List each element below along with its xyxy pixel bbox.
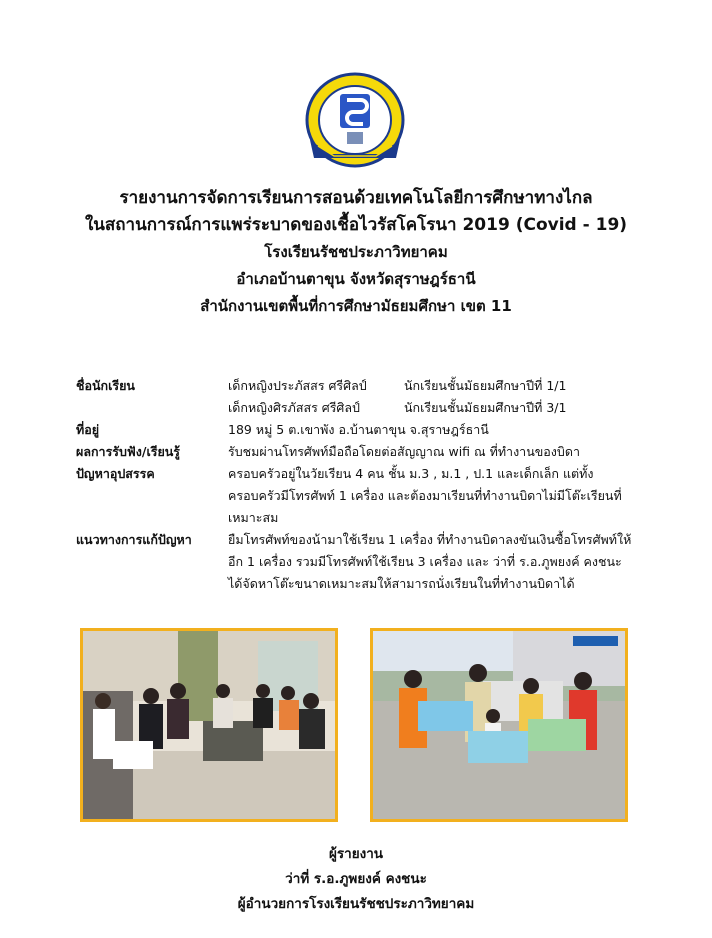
signature-block bbox=[0, 842, 712, 917]
school-logo bbox=[300, 70, 410, 170]
reporter-name: ว่าที่ ร.อ.ภูพยงค์ คงชนะ bbox=[285, 871, 427, 887]
photo-outdoor-group bbox=[370, 628, 628, 822]
address-label: ที่อยู่ bbox=[76, 422, 100, 437]
solution-line: ได้จัดหาโต๊ะขนาดเหมาะสมให้สามารถนั่งเรียนในที่ทำงานบิดาได้ bbox=[228, 576, 575, 591]
student-entry bbox=[228, 375, 676, 397]
learning-value: รับชมผ่านโทรศัพท์มือถือโดยต่อสัญญาณ wifi ณ ที่ทำงานของบิดา bbox=[228, 444, 580, 459]
student-name: เด็กหญิงประภัสสร ศรีศิลป์ bbox=[228, 378, 367, 393]
solution-row bbox=[76, 529, 676, 595]
student-row bbox=[76, 375, 676, 419]
report-title-line-1: รายงานการจัดการเรียนการสอนด้วยเทคโนโลยีการศึกษาทางไกล bbox=[119, 188, 593, 208]
address-value: 189 หมู่ 5 ต.เขาพัง อ.บ้านตาขุน จ.สุราษฎร์ธานี bbox=[228, 422, 489, 437]
outdoor-group-photo-illustration bbox=[373, 631, 625, 819]
solution-line: อีก 1 เครื่อง รวมมีโทรศัพท์ใช้เรียน 3 เครื่อง และ ว่าที่ ร.อ.ภูพยงค์ คงชนะ bbox=[228, 554, 622, 569]
problem-line: ครอบครัวอยู่ในวัยเรียน 4 คน ชั้น ม.3 , ม.1 , ป.1 และเด็กเล็ก แต่ทั้ง bbox=[228, 466, 594, 481]
photo-home-visit bbox=[80, 628, 338, 822]
problem-row bbox=[76, 463, 676, 529]
student-grade: นักเรียนชั้นมัธยมศึกษาปีที่ 3/1 bbox=[403, 400, 567, 415]
report-title-line-2: ในสถานการณ์การแพร่ระบาดของเชื้อไวรัสโคโรนา 2019 (Covid - 19) bbox=[84, 215, 628, 235]
student-entry bbox=[228, 397, 676, 419]
home-visit-photo-illustration bbox=[83, 631, 335, 819]
learning-row bbox=[76, 441, 676, 463]
school-name: โรงเรียนรัชชประภาวิทยาคม bbox=[264, 243, 448, 261]
problem-line: เหมาะสม bbox=[228, 510, 279, 525]
learning-label: ผลการรับฟัง/เรียนรู้ bbox=[76, 444, 181, 459]
education-office: สำนักงานเขตพื้นที่การศึกษามัธยมศึกษา เขต 11 bbox=[200, 297, 512, 315]
reporter-position: ผู้อำนวยการโรงเรียนรัชชประภาวิทยาคม bbox=[237, 896, 475, 912]
student-label: ชื่อนักเรียน bbox=[76, 378, 135, 393]
student-name: เด็กหญิงศิรภัสสร ศรีศิลป์ bbox=[228, 400, 360, 415]
reporter-role: ผู้รายงาน bbox=[328, 846, 384, 862]
district-line: อำเภอบ้านตาขุน จังหวัดสุราษฎร์ธานี bbox=[236, 270, 476, 288]
solution-line: ยืมโทรศัพท์ของน้ามาใช้เรียน 1 เครื่อง ที่ทำงานบิดาลงขันเงินซื้อโทรศัพท์ให้ bbox=[228, 532, 632, 547]
school-emblem-icon bbox=[300, 70, 410, 170]
student-info bbox=[76, 375, 676, 595]
report-header bbox=[0, 185, 712, 320]
address-row bbox=[76, 419, 676, 441]
solution-label: แนวทางการแก้ปัญหา bbox=[76, 532, 192, 547]
problem-line: ครอบครัวมีโทรศัพท์ 1 เครื่อง และต้องมาเรียนที่ทำงานบิดาไม่มีโต๊ะเรียนที่ bbox=[228, 488, 622, 503]
student-grade: นักเรียนชั้นมัธยมศึกษาปีที่ 1/1 bbox=[403, 378, 567, 393]
problem-label: ปัญหาอุปสรรค bbox=[76, 466, 155, 481]
